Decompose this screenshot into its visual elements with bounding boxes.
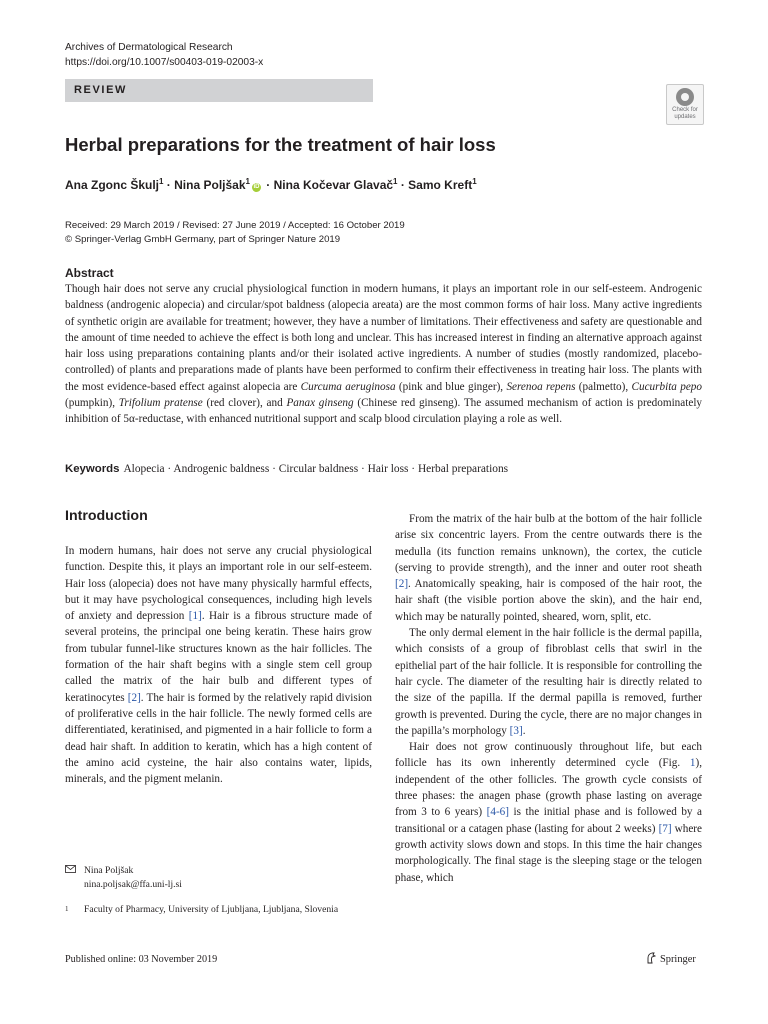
paragraph: From the matrix of the hair bulb at the bottom of the hair follicle arise six concentric layers. From the centre outwards there is the medulla (its function remains unknown), the cortex, the cuticle (serving to provide strength), and the inner and outer root sheath [2]. Anatomically speaking, hair is composed of the hair root, the hair shaft (the visible portion above the skin), and the hair end, which may be naturally pointed, sheared, worn, split, etc.	[395, 513, 702, 623]
species-name: Cucurbita pepo	[631, 380, 702, 393]
check-updates-line1: Check for	[672, 107, 698, 113]
contact-name: Nina Poljšak	[84, 865, 134, 876]
citation-link[interactable]: [3]	[509, 724, 523, 737]
orcid-icon[interactable]: iD	[253, 184, 260, 190]
paragraph: Hair does not grow continuously throughout life, but each follicle has its own inherently determined cycle (Fig. 1), independent of the other follicles. The growth cycle consists of three phases: the anagen phase (growth phase lasting on average from 3 to 6 years) [4-6] is the initial phase and is followed by a transitional or a catagen phase (lasting for about 2 weeks) [7] where growth activity slows down and stops. In this time the hair changes morphologically. The final stage is the sleeping stage or the telogen phase, which	[395, 741, 702, 884]
springer-horse-icon	[646, 952, 656, 964]
envelope-icon	[65, 864, 84, 891]
abstract-text: (Chinese red ginseng). The assumed mechanism of action is predominately inhibition of 5α-reductase, with enhanced nutritional support and scalp blood circulation playing a role as well.	[65, 397, 703, 426]
species-name: Curcuma aeruginosa	[300, 380, 396, 393]
corresponding-author-note	[65, 864, 365, 891]
author-name: Nina Kočevar Glavač	[273, 178, 394, 192]
author-name: Samo Kreft	[408, 178, 473, 192]
abstract-text: (red clover), and	[202, 397, 287, 410]
abstract-heading: Abstract	[65, 266, 114, 280]
affiliation-note	[65, 903, 365, 917]
citation-link[interactable]: [1]	[188, 610, 202, 623]
affiliation-text: Faculty of Pharmacy, University of Ljubljana, Ljubljana, Slovenia	[84, 904, 339, 915]
citation-link[interactable]: [4-6]	[486, 806, 509, 819]
paragraph: In modern humans, hair does not serve any crucial physiological function. Despite this, it plays an important role in our self-esteem. Hair loss (alopecia) does not have many physically harmful effects, but it may have psychological consequences, including high levels of anxiety and depression [1]. Hair is a fibrous structure made of several proteins, the principal one being keratin. These hairs grow from tubular funnel-like structures known as the hair follicles. The formation of the hair shaft begins with a single stem cell group called the matrix of the hair bulb and different types of keratinocytes [2]. The hair is formed by the relatively rapid division of proliferative cells in the hair follicle. The newly formed cells are differentiated, keratinised, and pigmented in a hair follicle to form a dead hair shaft. In addition to keratin, which has a high content of the amino acid cysteine, the hair also contains water, lipids, minerals, and the pigment melanin.	[65, 545, 373, 786]
introduction-heading: Introduction	[65, 508, 148, 524]
abstract-text: Though hair does not serve any crucial physiological function in modern humans, it plays an important role in our self-esteem. Androgenic baldness (androgenic alopecia) and circular/spot baldness (alopecia areata) are the most common forms of hair loss. Many active ingredients of synthetic origin are available for treatment; however, they have a number of limitations. Their effectiveness and safety are questionable and the amount of time needed to achieve the effect is both long and unclear. This has increased interest in finding an alternative approach against hair loss using preparations containing plants and/or their isolated active ingredients. A number of studies (mostly randomized, placebo-controlled) of plants and preparations made of plants have been performed to confirm their effectiveness in treating hair loss. The plants with the most evidence-based effect against alopecia are	[65, 283, 702, 393]
keywords-text: Alopecia · Androgenic baldness · Circular baldness · Hair loss · Herbal preparations	[123, 463, 509, 475]
species-name: Trifolium pratense	[118, 397, 203, 410]
copyright-line: © Springer-Verlag GmbH Germany, part of Springer Nature 2019	[65, 233, 341, 245]
keywords	[65, 461, 508, 477]
affiliation-marker: 1	[65, 905, 69, 913]
article-history	[65, 219, 405, 246]
abstract-body	[65, 281, 702, 428]
abstract-text: (palmetto),	[575, 380, 632, 393]
left-column	[65, 543, 372, 787]
right-column	[395, 511, 702, 886]
author-list: Ana Zgonc Škulj$^1$ · Nina Poljšak$^1$iD · Nina Kočevar Glavač$^1$ · Samo Kreft$^1$	[65, 177, 477, 192]
abstract-text: (pumpkin),	[65, 397, 119, 410]
article-type-label: REVIEW	[74, 84, 127, 96]
check-for-updates-badge[interactable]	[666, 84, 704, 125]
paragraph: The only dermal element in the hair follicle is the dermal papilla, which consists of a group of fibroblast cells that swirl in the epithelial part of the hair follicle. It is responsible for controlling the hair cycle. The diameter of the resulting hair is directly related to the size of the papilla. If the dermal papilla is removed, further growth is prevented. During the cycle, there are no major changes in the papilla’s morphology [3].	[395, 627, 702, 737]
citation-link[interactable]: [2]	[395, 578, 409, 591]
author-name: Ana Zgonc Škulj	[65, 178, 160, 192]
publisher-logo	[646, 952, 696, 965]
author-affiliation-marker: 1	[472, 177, 477, 186]
keywords-label: Keywords	[65, 463, 120, 475]
author-name: Nina Poljšak	[174, 178, 246, 192]
check-updates-line2: updates	[674, 113, 696, 120]
published-date: Published online: 03 November 2019	[65, 954, 218, 965]
species-name: Panax ginseng	[286, 397, 354, 410]
author-affiliation-marker: 1	[245, 177, 250, 186]
species-name: Serenoa repens	[506, 380, 576, 393]
citation-link[interactable]: [7]	[658, 822, 672, 835]
article-title: Herbal preparations for the treatment of hair loss	[65, 134, 496, 155]
journal-header	[65, 40, 263, 70]
article-type-bar	[65, 79, 373, 102]
journal-name: Archives of Dermatological Research	[65, 42, 233, 53]
doi-link[interactable]: https://doi.org/10.1007/s00403-019-02003-x	[65, 57, 264, 68]
dates-line: Received: 29 March 2019 / Revised: 27 June 2019 / Accepted: 16 October 2019	[65, 220, 405, 231]
author-affiliation-marker: 1	[393, 177, 398, 186]
check-updates-icon	[676, 88, 694, 106]
contact-email[interactable]: nina.poljsak@ffa.uni-lj.si	[84, 878, 182, 890]
abstract-text: (pink and blue ginger),	[395, 380, 507, 393]
figure-link[interactable]: 1	[689, 757, 696, 770]
author-affiliation-marker: 1	[159, 177, 164, 186]
publisher-name: Springer	[660, 954, 696, 965]
citation-link[interactable]: [2]	[127, 691, 141, 704]
